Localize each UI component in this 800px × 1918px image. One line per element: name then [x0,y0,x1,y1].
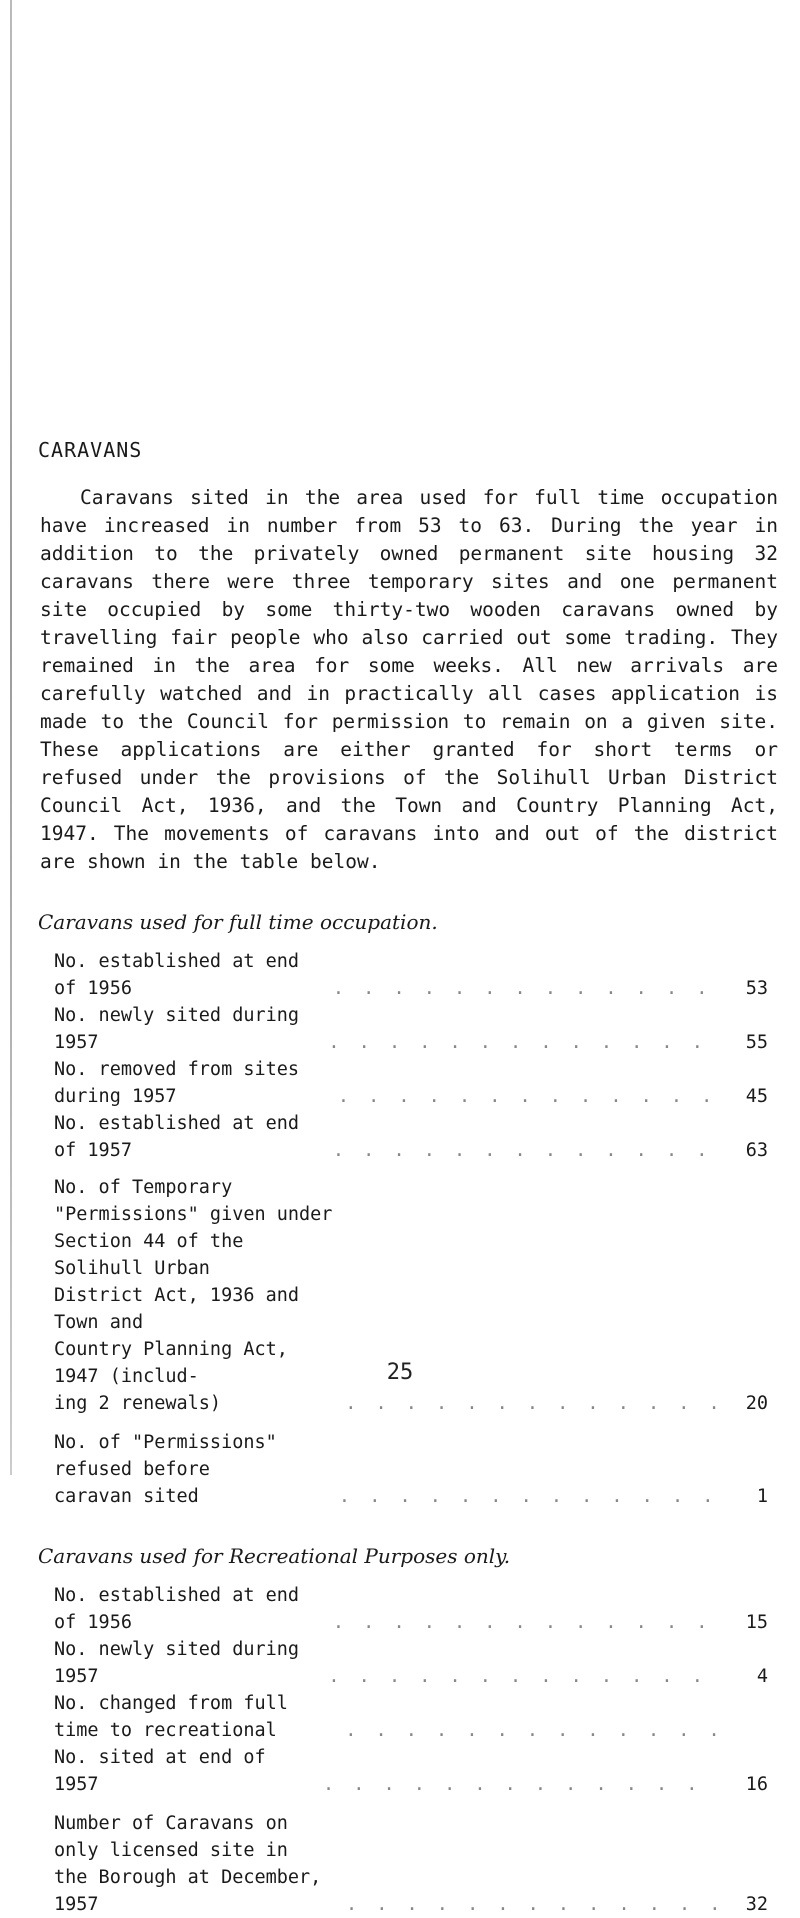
row-label: No. of "Permissions" refused before caravan sited [54,1432,277,1507]
leader-dots: . . . . . . . . . . . . . [328,1032,707,1053]
row-value: 32 [745,1894,768,1915]
leader-dots: . . . . . . . . . . . . . [328,1666,707,1687]
table-row [54,1110,778,1164]
leader-dots: . . . . . . . . . . . . . [345,1393,724,1414]
row-value: 20 [745,1393,768,1414]
leader-dots: . . . . . . . . . . . . . [332,1140,712,1161]
leader-dots: . . . . . . . . . . . . . [337,1086,717,1107]
row-value: 53 [745,978,768,999]
recreational-subheading: Caravans used for Recreational Purposes only. [38,1544,511,1568]
row-label: No. newly sited during 1957 [54,1639,300,1687]
table-row [54,1429,778,1510]
row-label: No. established at end of 1956 [54,1585,300,1633]
row-label: No. of Temporary "Permissions" given under Section 44 of the Solihull Urban District Act, 1936 and Town and Country Planning Act, 1947 (includ- ing 2 renewals) [54,1177,333,1414]
row-value: 16 [745,1774,768,1795]
row-value: 4 [756,1666,768,1687]
row-value: 63 [745,1140,768,1161]
table-row [54,1810,778,1918]
table-row [54,1690,778,1744]
row-label: No. changed from full time to recreational [54,1693,288,1741]
row-label: No. established at end of 1957 [54,1113,300,1161]
page-number: 25 [386,1360,414,1385]
row-value: 55 [745,1032,768,1053]
leader-dots: . . . . . . . . . . . . . [332,1612,712,1633]
recreational-table [38,1582,778,1918]
row-value: 15 [745,1612,768,1633]
row-value: 1 [756,1486,768,1507]
page-edge-shadow [10,0,12,1475]
leader-dots: . . . . . . . . . . . . . [338,1486,718,1507]
table-row [54,1002,778,1056]
full-time-subheading: Caravans used for full time occupation. [38,910,438,934]
document-page [38,438,778,1918]
table-row [54,1582,778,1636]
intro-paragraph: Caravans sited in the area used for full time occupation have increased in number from 53 to 63. During the year in addition to the privately owned permanent site housing 32 caravans there were three temporary sites and one permanent site occupied by some thirty-two wooden caravans owned by travelling fair people who also carried out some trading. They remained in the area for some weeks. All new arrivals are carefully watched and in practically all cases application is made to the Council for permission to remain on a given site. These applications are either granted for short terms or refused under the provisions of the Solihull Urban District Council Act, 1936, and the Town and Country Planning Act, 1947. The movements of caravans into and out of the district are shown in the table below. [40,486,778,873]
row-value: 45 [745,1086,768,1107]
table-row [54,948,778,1002]
leader-dots: . . . . . . . . . . . . . [345,1894,725,1915]
table-row [54,1744,778,1798]
leader-dots: . . . . . . . . . . . . . [322,1774,702,1795]
table-row [54,1636,778,1690]
row-label: No. established at end of 1956 [54,951,300,999]
row-label: No. removed from sites during 1957 [54,1059,300,1107]
full-time-table [38,948,778,1510]
leader-dots: . . . . . . . . . . . . . [345,1720,724,1741]
row-label: No. sited at end of 1957 [54,1747,266,1795]
leader-dots: . . . . . . . . . . . . . [332,978,712,999]
section-heading: CARAVANS [38,438,143,462]
row-label: Number of Caravans on only licensed site in the Borough at December, 1957 [54,1813,322,1915]
table-row [54,1056,778,1110]
row-label: No. newly sited during 1957 [54,1005,300,1053]
